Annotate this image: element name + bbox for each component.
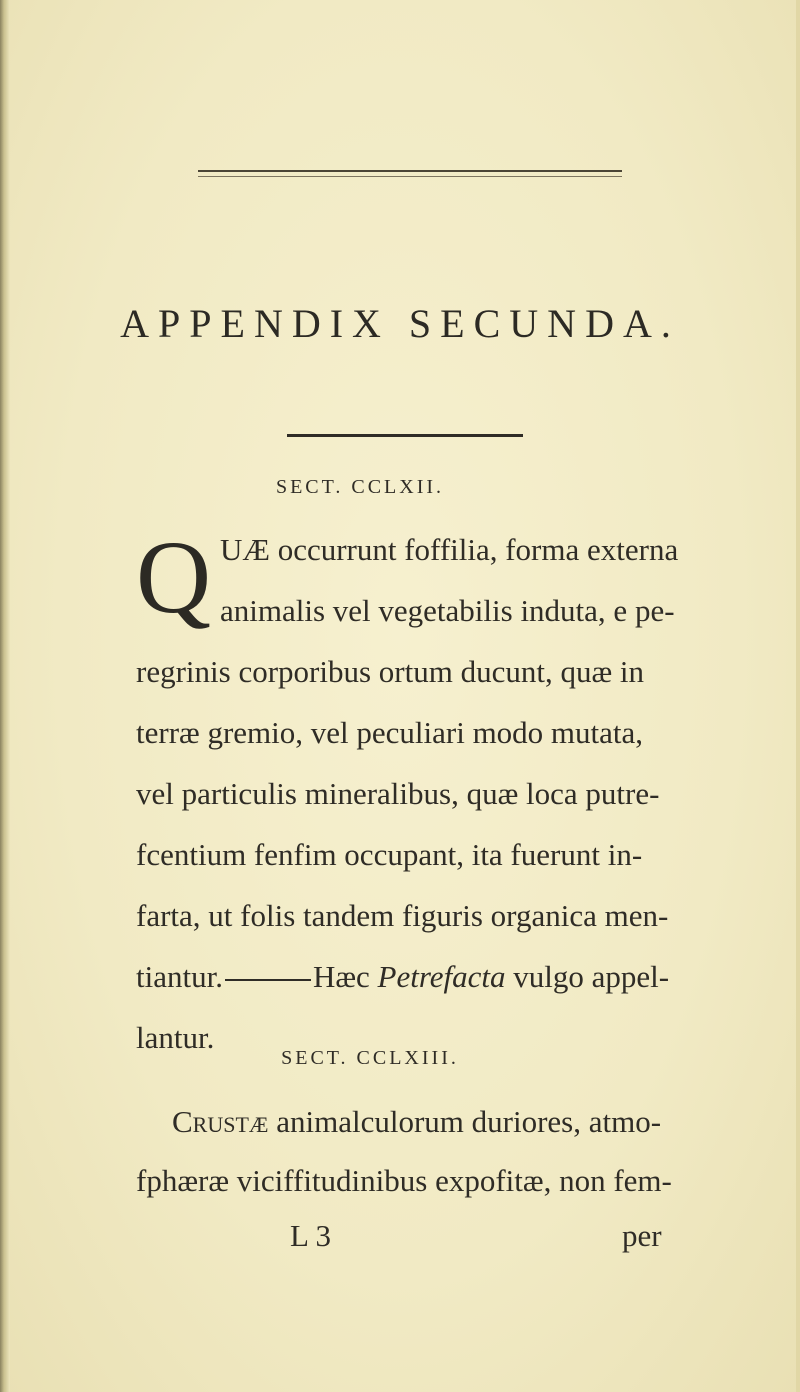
text-line-3: regrinis corporibus ortum ducunt, quæ in <box>136 654 644 689</box>
title-rule <box>287 434 523 437</box>
text-line-11: fphæræ viciffitudinibus expofitæ, non fem- <box>136 1163 672 1198</box>
text-line-9: lantur. <box>136 1020 215 1055</box>
text-line-8-end: vulgo appel- <box>513 959 670 994</box>
text-line-4: terræ gremio, vel peculiari modo mutata, <box>136 715 644 750</box>
text-line-5: vel particulis mineralibus, quæ loca putre- <box>136 776 660 811</box>
header-rule-thin <box>198 176 622 177</box>
text-line-8 <box>136 959 669 995</box>
text-line-7: farta, ut folis tandem figuris organica men- <box>136 898 669 933</box>
page-binding-edge <box>0 0 10 1392</box>
text-line-8-start: tiantur. <box>136 959 223 994</box>
header-rule <box>198 170 622 172</box>
text-line-8-mid: Hæc <box>312 959 370 994</box>
text-line-10 <box>172 1104 661 1140</box>
em-dash <box>225 979 311 981</box>
section-first-word: Crustæ <box>172 1104 269 1139</box>
text-line-10-rest: animalculorum duriores, atmo- <box>276 1104 662 1139</box>
page-title: APPENDIX SECUNDA. <box>120 301 680 346</box>
section-heading-262: SECT. CCLXII. <box>275 476 445 498</box>
text-line-2: animalis vel vegetabilis induta, e pe- <box>220 593 675 628</box>
page-right-edge <box>796 0 800 1392</box>
catchword: per <box>622 1218 662 1253</box>
italic-term: Petrefacta <box>377 959 506 994</box>
section-heading-263: SECT. CCLXIII. <box>281 1047 459 1069</box>
signature-mark: L 3 <box>290 1218 332 1253</box>
text-line-6: fcentium fenfim occupant, ita fuerunt in- <box>136 837 643 872</box>
drop-cap: Q <box>136 520 212 635</box>
text-line-1: UÆ occurrunt foffilia, forma externa <box>220 532 679 567</box>
